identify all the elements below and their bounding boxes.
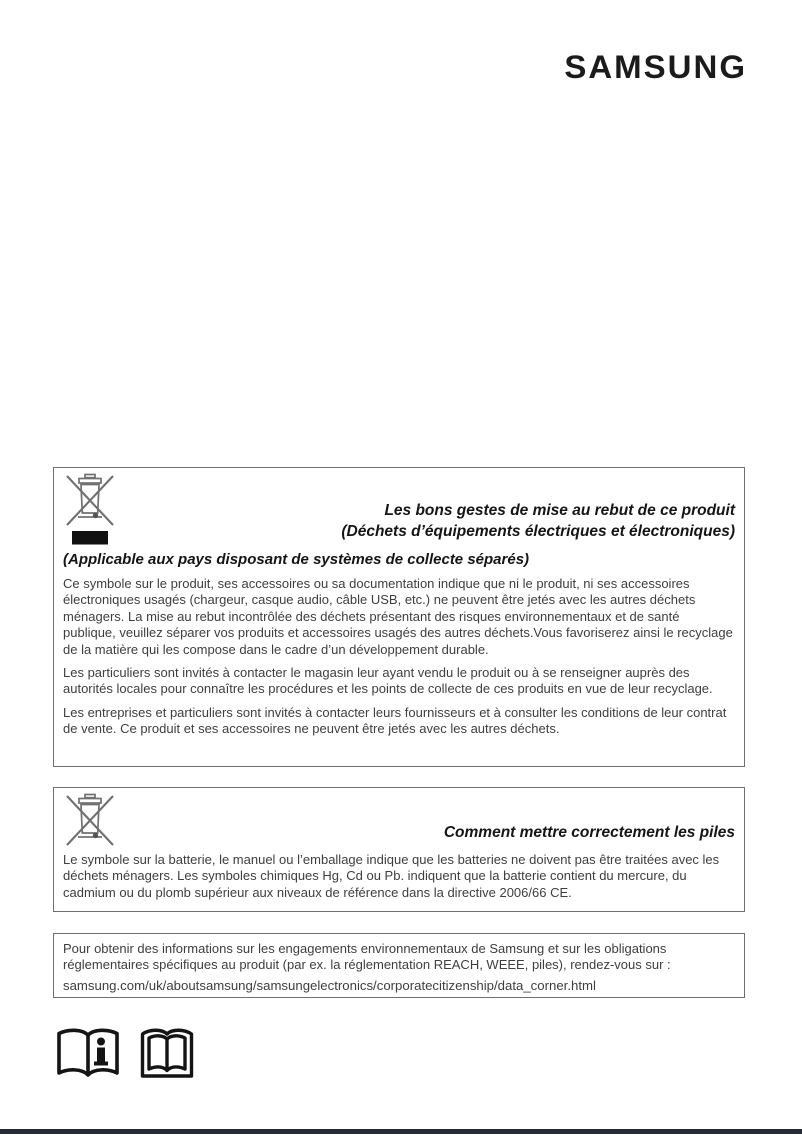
battery-paragraph: Le symbole sur la batterie, le manuel ou l’emballage indique que les batteries ne doivent pas être traitées avec les déchets ménagers. Les symboles chimiques Hg, Cd ou Pb. indiquent que la batterie contient du mercure, du cadmium ou du plomb supérieur aux niveaux de référence dans la directive 2006/66 CE.: [63, 852, 720, 900]
bin-wheel: [93, 833, 98, 838]
crossed-out-wheeled-bin-icon: [65, 793, 115, 851]
weee-paragraph-1: Ce symbole sur le produit, ses accessoires ou sa documentation indique que ni le produit, ni ses accessoires électroniques usagés (chargeur, casque audio, câble USB, etc.) ne peuvent être jetés avec les autres déchets ménagers. La mise au rebut incontrôlée des déchets présentant des risques environnementaux et de santé publique, veuillez séparer vos produits et accessoires usagés des autres déchets.Vous favoriserez ainsi le recyclage de la matière qui les compose dans le cadre d’un développement durable.: [63, 576, 733, 657]
weee-title-line1: Les bons gestes de mise au rebut de ce produit: [384, 502, 735, 519]
bin-wheel: [93, 513, 98, 518]
info-paragraph: Pour obtenir des informations sur les engagements environnementaux de Samsung et sur les obligations réglementaires spécifiques au produit (par ex. la réglementation REACH, WEEE, piles), rendez-vous sur :: [63, 941, 671, 973]
battery-disposal-panel: [53, 787, 745, 912]
samsung-logo: SAMSUNG: [564, 48, 747, 85]
battery-title: Comment mettre correctement les piles: [443, 824, 735, 841]
user-manual-booklet-icon: [138, 1026, 196, 1082]
read-instruction-manual-icon: [52, 1026, 124, 1082]
weee-subtitle: (Applicable aux pays disposant de systèmes de collecte séparés): [63, 551, 530, 568]
weee-title-line2: (Déchets d’équipements électriques et électroniques): [341, 523, 735, 540]
weee-paragraph-2: Les particuliers sont invités à contacter le magasin leur ayant vendu le produit ou à se renseigner auprès des autorités locales pour connaître les procédures et les points de collecte de ces produits en vue de leur recyclage.: [63, 665, 713, 697]
environmental-info-panel: [53, 933, 745, 998]
manual-icons-group: [52, 1026, 196, 1082]
info-i-glyph: [94, 1038, 108, 1066]
footer-bar: [0, 1129, 802, 1134]
weee-black-bar: [72, 531, 108, 545]
weee-paragraph-3: Les entreprises et particuliers sont invités à contacter leurs fournisseurs et à consulter les conditions de leur contrat de vente. Ce produit et ses accessoires ne peuvent être jetés avec les autres déchets.: [63, 704, 727, 737]
info-url: samsung.com/uk/aboutsamsung/samsungelectronics/corporatecitizenship/data_corner.html: [63, 977, 596, 993]
weee-disposal-panel: [53, 467, 745, 767]
crossed-out-wheeled-bin-with-bar-icon: [65, 473, 115, 547]
